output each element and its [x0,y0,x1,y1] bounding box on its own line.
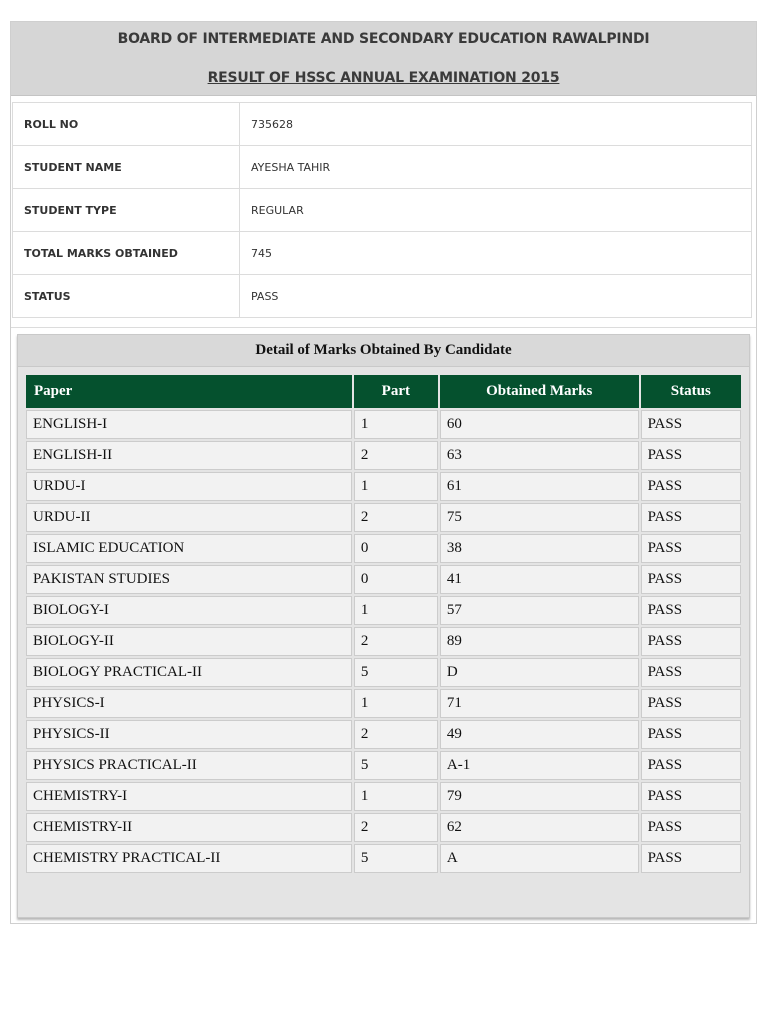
table-row [26,782,741,811]
info-label: STUDENT NAME [13,146,240,189]
table-row [26,751,741,780]
student-info-table [12,102,752,318]
result-title: RESULT OF HSSC ANNUAL EXAMINATION 2015 [207,70,560,86]
cell-paper: BIOLOGY-I [26,596,352,625]
cell-status: PASS [641,689,741,718]
cell-part: 0 [354,534,438,563]
cell-part: 1 [354,689,438,718]
cell-obtained-marks: 62 [440,813,639,842]
cell-status: PASS [641,658,741,687]
cell-status: PASS [641,565,741,594]
info-row [13,189,752,232]
cell-obtained-marks: 63 [440,441,639,470]
cell-part: 2 [354,720,438,749]
cell-paper: BIOLOGY-II [26,627,352,656]
cell-part: 2 [354,441,438,470]
cell-part: 5 [354,751,438,780]
info-value: 735628 [240,103,752,146]
cell-paper: CHEMISTRY-II [26,813,352,842]
info-row [13,275,752,318]
cell-status: PASS [641,813,741,842]
column-header-status: Status [641,375,741,408]
info-label: STUDENT TYPE [13,189,240,232]
info-value: AYESHA TAHIR [240,146,752,189]
column-header-part: Part [354,375,438,408]
table-row [26,441,741,470]
cell-part: 1 [354,472,438,501]
cell-paper: URDU-II [26,503,352,532]
cell-part: 1 [354,410,438,439]
section-divider [11,327,756,328]
result-card [10,21,757,924]
cell-paper: ENGLISH-I [26,410,352,439]
column-header-obtained-marks: Obtained Marks [440,375,639,408]
cell-paper: ENGLISH-II [26,441,352,470]
cell-obtained-marks: 75 [440,503,639,532]
cell-part: 1 [354,782,438,811]
cell-status: PASS [641,782,741,811]
info-value: 745 [240,232,752,275]
cell-paper: URDU-I [26,472,352,501]
cell-obtained-marks: 57 [440,596,639,625]
cell-part: 0 [354,565,438,594]
table-row [26,689,741,718]
cell-obtained-marks: 38 [440,534,639,563]
cell-status: PASS [641,472,741,501]
cell-paper: PHYSICS-I [26,689,352,718]
cell-status: PASS [641,596,741,625]
cell-obtained-marks: 89 [440,627,639,656]
table-row [26,410,741,439]
cell-status: PASS [641,627,741,656]
info-value: PASS [240,275,752,318]
cell-obtained-marks: A-1 [440,751,639,780]
table-row [26,813,741,842]
table-row [26,596,741,625]
marks-detail-panel [17,334,750,918]
cell-part: 2 [354,627,438,656]
table-row [26,844,741,873]
marks-table [24,373,743,875]
cell-obtained-marks: A [440,844,639,873]
cell-status: PASS [641,534,741,563]
cell-status: PASS [641,410,741,439]
info-row [13,232,752,275]
info-value: REGULAR [240,189,752,232]
board-name: BOARD OF INTERMEDIATE AND SECONDARY EDUCATION RAWALPINDI [117,31,650,47]
cell-obtained-marks: 71 [440,689,639,718]
cell-part: 2 [354,813,438,842]
info-label: ROLL NO [13,103,240,146]
cell-status: PASS [641,720,741,749]
cell-part: 1 [354,596,438,625]
cell-paper: PHYSICS PRACTICAL-II [26,751,352,780]
cell-part: 2 [354,503,438,532]
cell-part: 5 [354,844,438,873]
cell-paper: BIOLOGY PRACTICAL-II [26,658,352,687]
cell-obtained-marks: 79 [440,782,639,811]
cell-paper: CHEMISTRY PRACTICAL-II [26,844,352,873]
marks-header-row [26,375,741,408]
info-row [13,146,752,189]
cell-status: PASS [641,844,741,873]
cell-obtained-marks: 41 [440,565,639,594]
cell-obtained-marks: D [440,658,639,687]
cell-paper: PHYSICS-II [26,720,352,749]
cell-status: PASS [641,751,741,780]
result-header [11,22,756,96]
cell-paper: CHEMISTRY-I [26,782,352,811]
cell-part: 5 [354,658,438,687]
cell-obtained-marks: 61 [440,472,639,501]
info-label: STATUS [13,275,240,318]
table-row [26,503,741,532]
cell-status: PASS [641,503,741,532]
cell-obtained-marks: 49 [440,720,639,749]
info-label: TOTAL MARKS OBTAINED [13,232,240,275]
table-row [26,720,741,749]
table-row [26,627,741,656]
table-row [26,658,741,687]
column-header-paper: Paper [26,375,352,408]
cell-paper: ISLAMIC EDUCATION [26,534,352,563]
table-row [26,534,741,563]
table-row [26,472,741,501]
cell-status: PASS [641,441,741,470]
info-row [13,103,752,146]
cell-paper: PAKISTAN STUDIES [26,565,352,594]
cell-obtained-marks: 60 [440,410,639,439]
marks-detail-title: Detail of Marks Obtained By Candidate [18,335,749,367]
table-row [26,565,741,594]
